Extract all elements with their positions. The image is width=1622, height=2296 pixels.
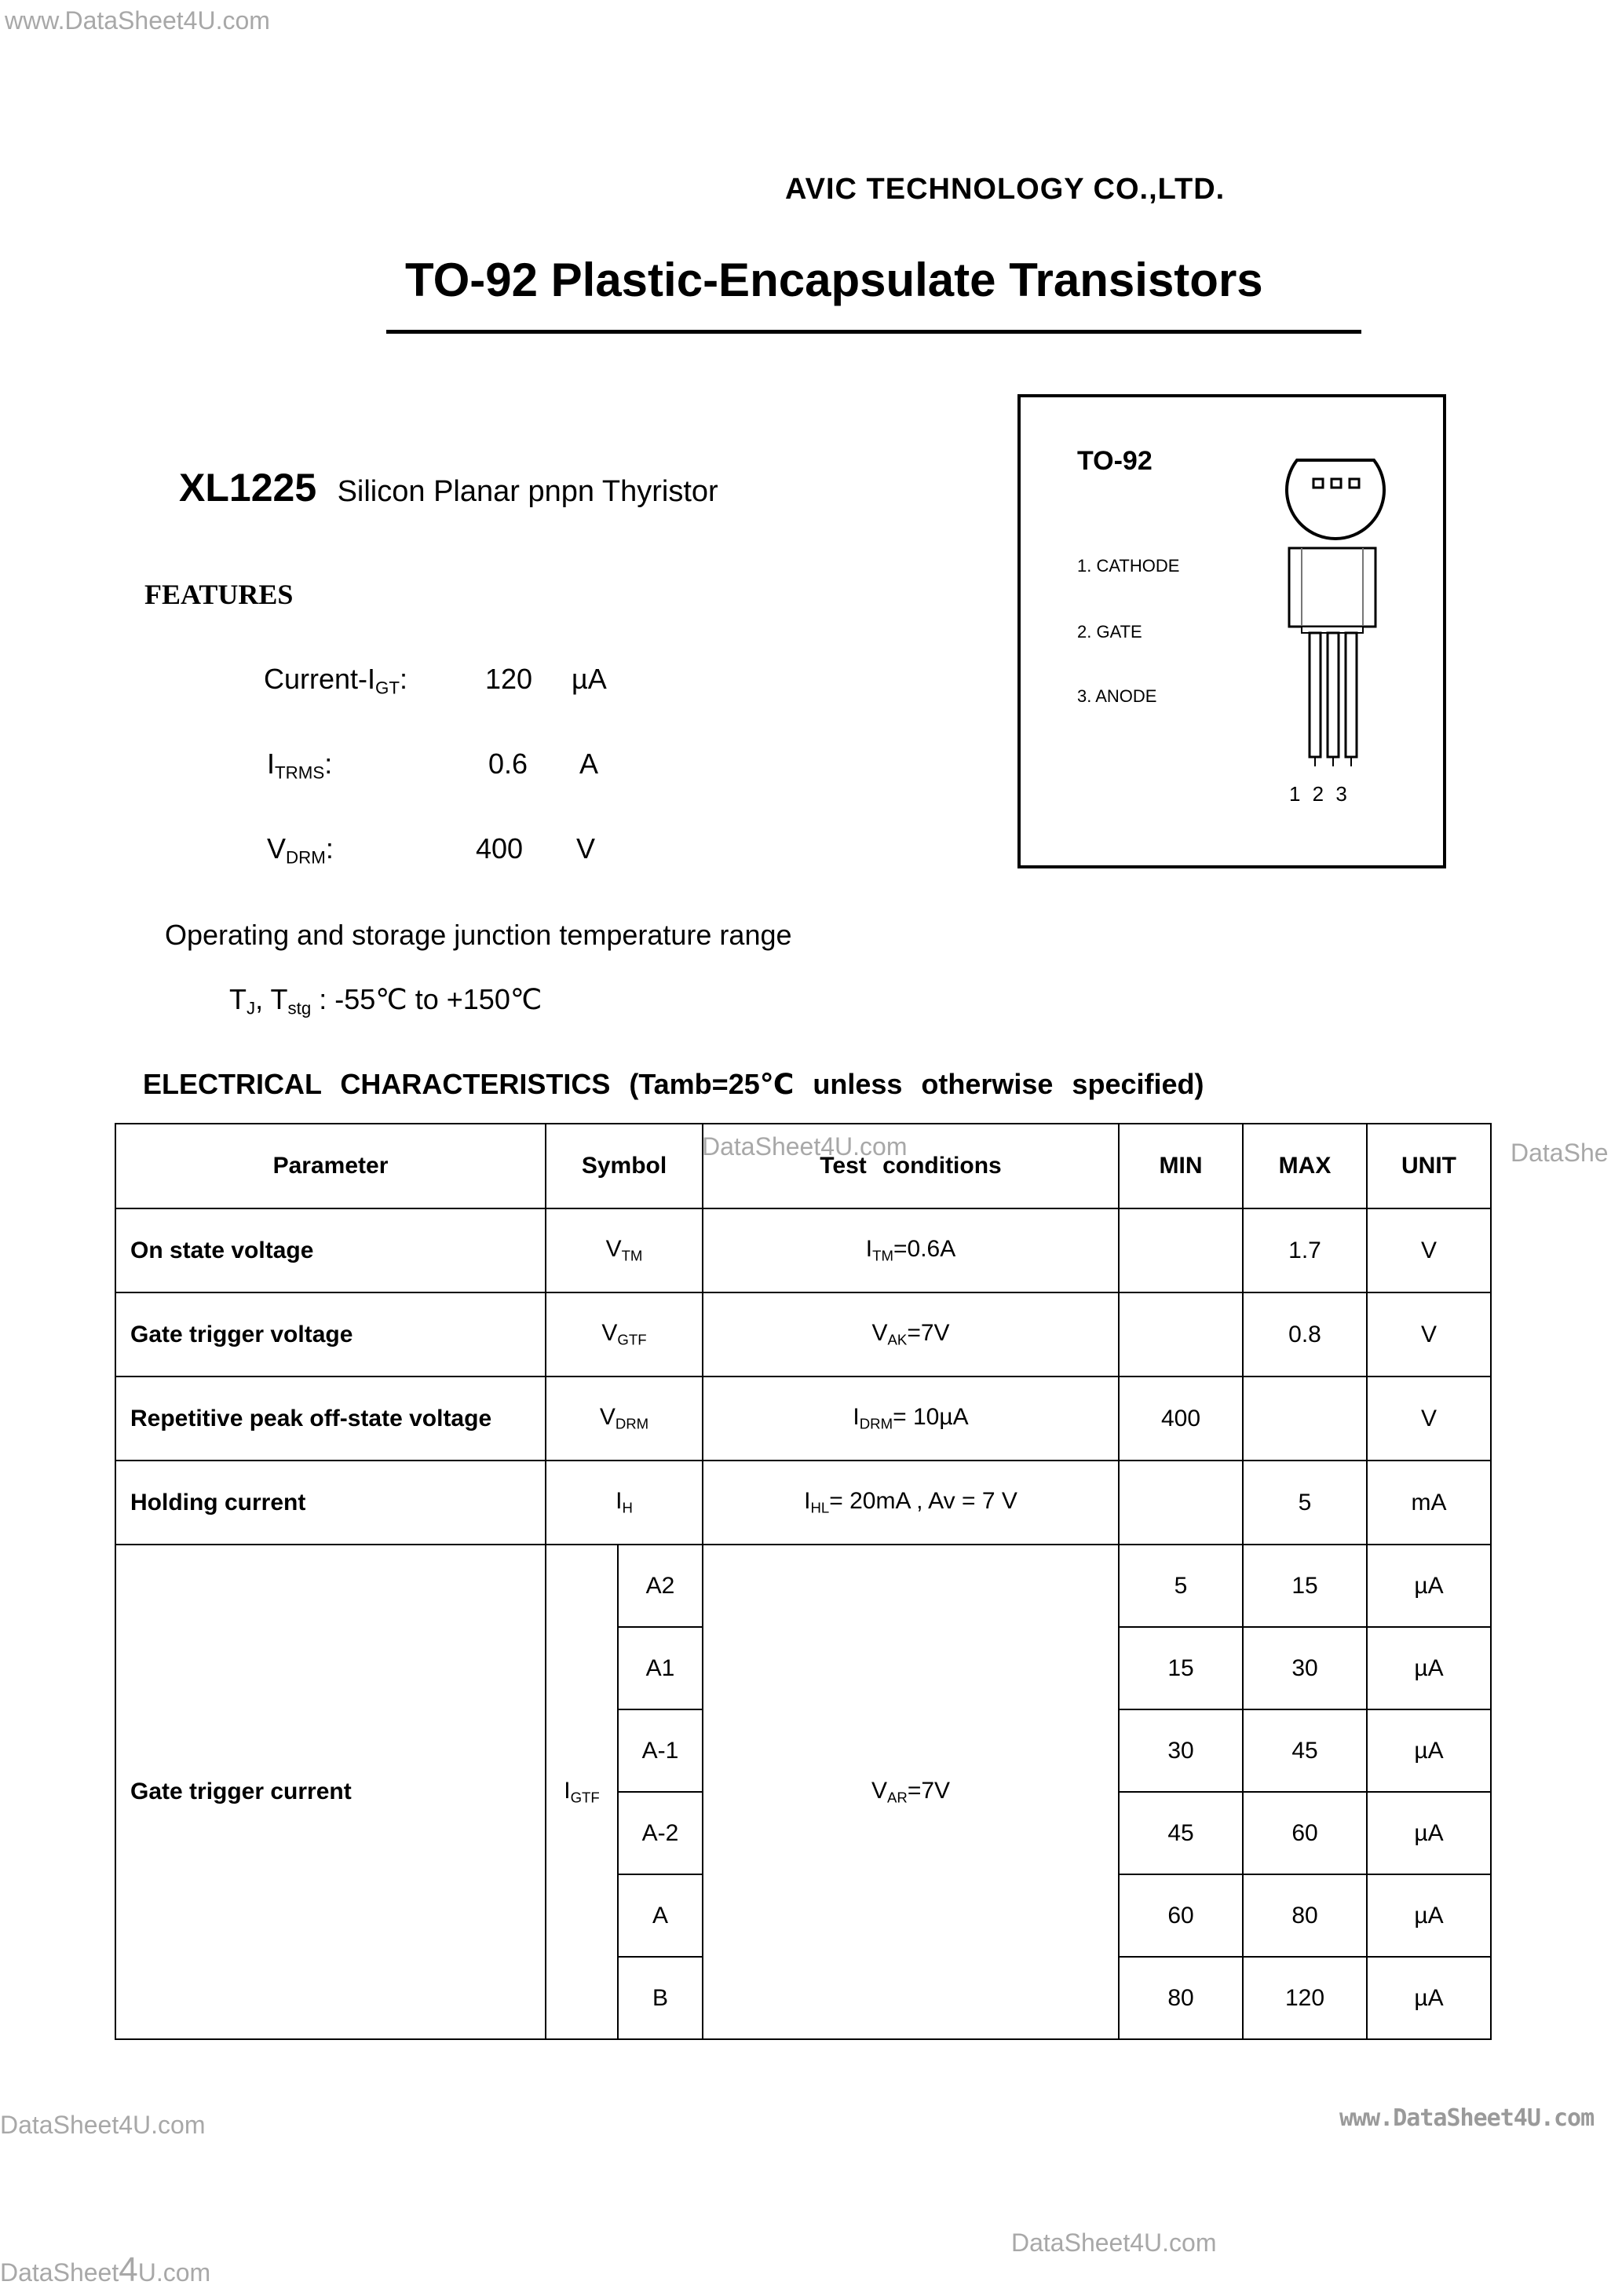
grade-max: 15 xyxy=(1243,1545,1367,1627)
pin-numbers: 1 2 3 xyxy=(1289,782,1347,806)
feature-vdrm-unit: V xyxy=(576,832,596,865)
watermark-footer-four: 4 xyxy=(119,2250,138,2289)
row-symbol-main: V xyxy=(601,1320,618,1347)
temp-stg-sub: stg xyxy=(287,998,312,1018)
grade-max: 120 xyxy=(1243,1957,1367,2039)
row-symbol-sub: GTF xyxy=(617,1331,647,1348)
watermark-footer-suffix: U.com xyxy=(137,2258,211,2287)
row-symbol-main: V xyxy=(605,1236,622,1263)
header-min: MIN xyxy=(1119,1124,1243,1208)
temp-range: : -55℃ to +150℃ xyxy=(311,983,542,1015)
feature-itrms-label xyxy=(267,748,332,784)
grade-unit: µA xyxy=(1367,1957,1491,2039)
row-max: 0.8 xyxy=(1243,1292,1367,1377)
row-parameter: Holding current xyxy=(115,1461,546,1545)
temp-range-heading: Operating and storage junction temperature range xyxy=(165,919,792,951)
gate-trigger-condition-main: V xyxy=(871,1777,887,1804)
temp-j-sub: J xyxy=(247,998,256,1018)
row-min xyxy=(1119,1292,1243,1377)
row-condition-sub: HL xyxy=(810,1499,830,1516)
row-condition-main: I xyxy=(853,1404,860,1431)
watermark-bottom-right: www.DataSheet4U.com xyxy=(1339,2104,1595,2132)
row-symbol xyxy=(546,1461,703,1545)
feature-vdrm-label-sub: DRM xyxy=(286,847,326,868)
electrical-characteristics-table xyxy=(115,1123,1492,2040)
header-unit: UNIT xyxy=(1367,1124,1491,1208)
feature-itrms-label-main: I xyxy=(267,748,276,780)
grade-label: A1 xyxy=(618,1627,703,1709)
row-parameter: On state voltage xyxy=(115,1208,546,1292)
row-unit: V xyxy=(1367,1208,1491,1292)
row-unit: V xyxy=(1367,1292,1491,1377)
feature-vdrm-label-main: V xyxy=(267,832,287,865)
gate-trigger-symbol xyxy=(546,1545,618,2039)
temp-t: T xyxy=(229,983,247,1015)
title-underline xyxy=(386,330,1361,334)
watermark-bottom-left: DataSheet4U.com xyxy=(0,2111,206,2139)
grade-label: A2 xyxy=(618,1545,703,1627)
gate-trigger-symbol-main: I xyxy=(564,1777,571,1804)
row-condition-main: V xyxy=(871,1320,888,1347)
feature-igt-label xyxy=(264,663,407,699)
grade-unit: µA xyxy=(1367,1709,1491,1792)
pin-1-label: 1. CATHODE xyxy=(1077,556,1180,576)
watermark-top-left: www.DataSheet4U.com xyxy=(5,6,270,35)
feature-itrms-value: 0.6 xyxy=(488,748,528,780)
grade-min: 30 xyxy=(1119,1709,1243,1792)
grade-max: 45 xyxy=(1243,1709,1367,1792)
grade-label: B xyxy=(618,1957,703,2039)
grade-label: A-2 xyxy=(618,1792,703,1874)
table-row-grade xyxy=(115,1545,1491,1627)
feature-itrms-unit: A xyxy=(579,748,599,780)
watermark-footer-prefix: DataSheet xyxy=(0,2258,119,2287)
part-number: XL1225 xyxy=(179,466,317,510)
electrical-characteristics-heading: ELECTRICAL CHARACTERISTICS (Tamb=25℃ unless otherwise specified) xyxy=(143,1068,1204,1100)
row-unit: mA xyxy=(1367,1461,1491,1545)
feature-igt-label-tail: : xyxy=(400,663,408,695)
temp-range-value xyxy=(229,983,542,1019)
features-heading: FEATURES xyxy=(144,579,294,610)
watermark-table-center: DataSheet4U.com xyxy=(702,1132,908,1161)
row-condition-tail: =0.6A xyxy=(893,1236,956,1263)
row-symbol xyxy=(546,1208,703,1292)
watermark-right-edge: DataShe xyxy=(1511,1139,1609,1167)
part-heading xyxy=(179,465,718,510)
header-symbol: Symbol xyxy=(546,1124,703,1208)
grade-unit: µA xyxy=(1367,1627,1491,1709)
row-condition-sub: AK xyxy=(887,1331,908,1348)
row-condition-main: I xyxy=(804,1488,811,1515)
row-unit: V xyxy=(1367,1377,1491,1461)
row-symbol-main: V xyxy=(599,1404,616,1431)
table-row xyxy=(115,1208,1491,1292)
grade-unit: µA xyxy=(1367,1545,1491,1627)
package-box xyxy=(1017,394,1446,868)
row-max xyxy=(1243,1377,1367,1461)
row-min: 400 xyxy=(1119,1377,1243,1461)
grade-max: 80 xyxy=(1243,1874,1367,1957)
gate-trigger-condition-tail: =7V xyxy=(907,1777,951,1804)
table-header-row xyxy=(115,1124,1491,1208)
row-min xyxy=(1119,1208,1243,1292)
row-condition xyxy=(703,1461,1119,1545)
header-max: MAX xyxy=(1243,1124,1367,1208)
watermark-footer xyxy=(0,2250,210,2290)
row-symbol-sub: DRM xyxy=(615,1415,649,1432)
company-name: AVIC TECHNOLOGY CO.,LTD. xyxy=(785,173,1226,206)
row-condition-main: I xyxy=(865,1236,873,1263)
pin-3-label: 3. ANODE xyxy=(1077,686,1157,706)
grade-unit: µA xyxy=(1367,1874,1491,1957)
gate-trigger-symbol-sub: GTF xyxy=(570,1789,600,1806)
page-title: TO-92 Plastic-Encapsulate Transistors xyxy=(405,254,1263,306)
row-condition-tail: =7V xyxy=(907,1320,950,1347)
grade-unit: µA xyxy=(1367,1792,1491,1874)
row-symbol-sub: H xyxy=(622,1499,633,1516)
part-description: Silicon Planar pnpn Thyristor xyxy=(337,475,718,508)
row-condition-sub: TM xyxy=(872,1247,893,1264)
row-condition-sub: DRM xyxy=(859,1415,893,1432)
row-min xyxy=(1119,1461,1243,1545)
table-row xyxy=(115,1377,1491,1461)
feature-vdrm-value: 400 xyxy=(476,832,524,865)
header-test-conditions: Test conditions xyxy=(703,1124,1119,1208)
gate-trigger-condition xyxy=(703,1545,1119,2039)
feature-vdrm-label xyxy=(267,832,334,868)
package-title: TO-92 xyxy=(1077,446,1153,476)
feature-igt-label-main: Current-I xyxy=(264,663,376,695)
row-condition-tail: = 10µA xyxy=(893,1404,969,1431)
row-parameter: Repetitive peak off-state voltage xyxy=(115,1377,546,1461)
gate-trigger-parameter: Gate trigger current xyxy=(115,1545,546,2039)
temp-mid: , T xyxy=(255,983,288,1015)
row-condition xyxy=(703,1208,1119,1292)
feature-itrms-label-tail: : xyxy=(324,748,333,780)
row-condition xyxy=(703,1292,1119,1377)
header-parameter: Parameter xyxy=(115,1124,546,1208)
watermark-bottom-center: DataSheet4U.com xyxy=(1011,2228,1217,2257)
feature-itrms-label-sub: TRMS xyxy=(275,762,325,783)
row-max: 1.7 xyxy=(1243,1208,1367,1292)
feature-vdrm-label-tail: : xyxy=(325,832,334,865)
row-symbol xyxy=(546,1292,703,1377)
row-symbol-main: I xyxy=(616,1488,623,1515)
grade-min: 60 xyxy=(1119,1874,1243,1957)
pin-2-label: 2. GATE xyxy=(1077,622,1142,642)
row-condition-tail: = 20mA , Av = 7 V xyxy=(829,1488,1017,1515)
feature-igt-unit: µA xyxy=(572,663,607,695)
grade-min: 15 xyxy=(1119,1627,1243,1709)
grade-min: 5 xyxy=(1119,1545,1243,1627)
row-max: 5 xyxy=(1243,1461,1367,1545)
table-row xyxy=(115,1461,1491,1545)
feature-igt-label-sub: GT xyxy=(375,678,400,698)
row-condition xyxy=(703,1377,1119,1461)
grade-min: 45 xyxy=(1119,1792,1243,1874)
to92-package-icon xyxy=(1021,397,1449,872)
grade-max: 60 xyxy=(1243,1792,1367,1874)
row-symbol-sub: TM xyxy=(621,1247,643,1264)
grade-label: A-1 xyxy=(618,1709,703,1792)
row-parameter: Gate trigger voltage xyxy=(115,1292,546,1377)
feature-igt-value: 120 xyxy=(485,663,533,695)
grade-label: A xyxy=(618,1874,703,1957)
grade-max: 30 xyxy=(1243,1627,1367,1709)
row-symbol xyxy=(546,1377,703,1461)
grade-min: 80 xyxy=(1119,1957,1243,2039)
gate-trigger-condition-sub: AR xyxy=(886,1789,908,1806)
table-row xyxy=(115,1292,1491,1377)
